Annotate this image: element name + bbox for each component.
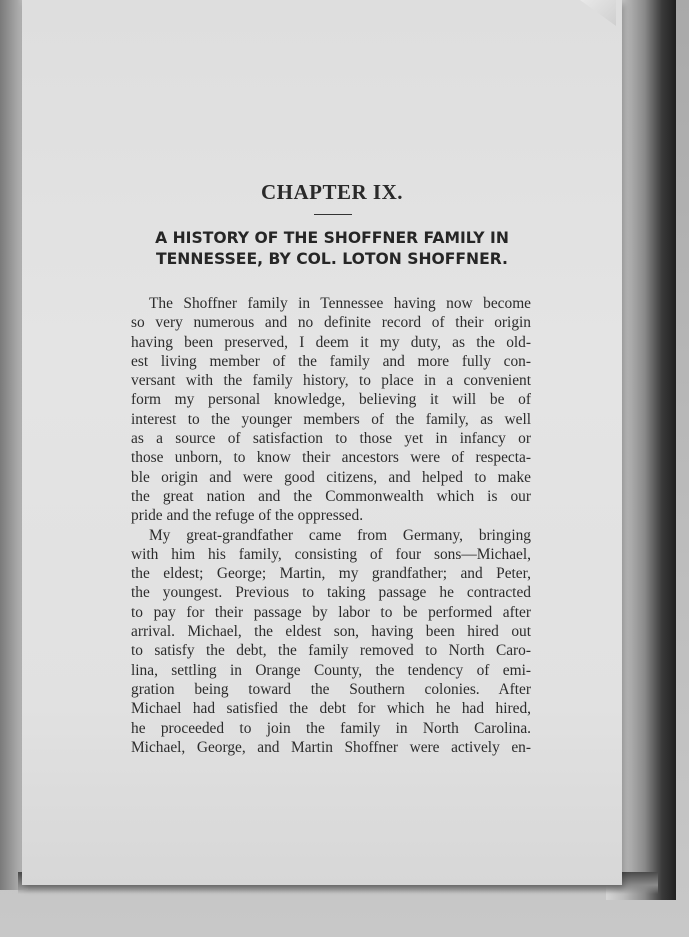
text-line: versant with the family history, to place in a convenient xyxy=(131,372,531,390)
text-line: those unborn, to know their ancestors were of respecta- xyxy=(131,449,531,467)
text-line: est living member of the family and more fully con- xyxy=(131,352,531,370)
text-line: pride and the refuge of the oppressed. xyxy=(131,507,364,525)
text-line: arrival. Michael, the eldest son, having been hired out xyxy=(131,623,531,641)
text-line: to pay for their passage by labor to be performed after xyxy=(131,603,531,621)
text-line: My great-grandfather came from Germany, bringing xyxy=(149,526,531,544)
text-line: with him his family, consisting of four sons—Michael, xyxy=(131,545,531,563)
text-line: as a source of satisfaction to those yet in infancy or xyxy=(131,430,531,448)
text-line: the eldest; George; Martin, my grandfather; and Peter, xyxy=(131,565,531,583)
text-line: form my personal knowledge, believing it will be of xyxy=(131,391,531,409)
chapter-title: CHAPTER IX. xyxy=(260,180,403,204)
text-line: Michael had satisfied the debt for which he had hired, xyxy=(131,700,531,718)
text-line: ble origin and were good citizens, and helped to make xyxy=(131,468,531,486)
section-title-line: TENNESSEE, BY COL. LOTON SHOFFNER. xyxy=(156,250,508,268)
text-line: gration being toward the Southern colonies. After xyxy=(131,680,531,698)
section-title xyxy=(112,228,552,270)
text-line: the great nation and the Commonwealth which is our xyxy=(131,487,531,505)
text-line: he proceeded to join the family in North Carolina. xyxy=(131,719,531,737)
text-line: so very numerous and no definite record of their origin xyxy=(131,314,531,332)
section-title-line: A HISTORY OF THE SHOFFNER FAMILY IN xyxy=(155,229,509,247)
text-line: to satisfy the debt, the family removed to North Caro- xyxy=(131,642,531,660)
text-line: interest to the younger members of the family, as well xyxy=(131,410,531,428)
text-line: The Shoffner family in Tennessee having now become xyxy=(149,295,531,312)
title-rule xyxy=(314,214,352,215)
text-line: the youngest. Previous to taking passage he contracted xyxy=(131,584,531,602)
text-line: Michael, George, and Martin Shoffner were actively en- xyxy=(131,738,531,756)
text-line: lina, settling in Orange County, the tendency of emi- xyxy=(131,661,531,679)
text-line: having been preserved, I deem it my duty, as the old- xyxy=(131,333,531,351)
chapter-body-text xyxy=(131,294,531,757)
